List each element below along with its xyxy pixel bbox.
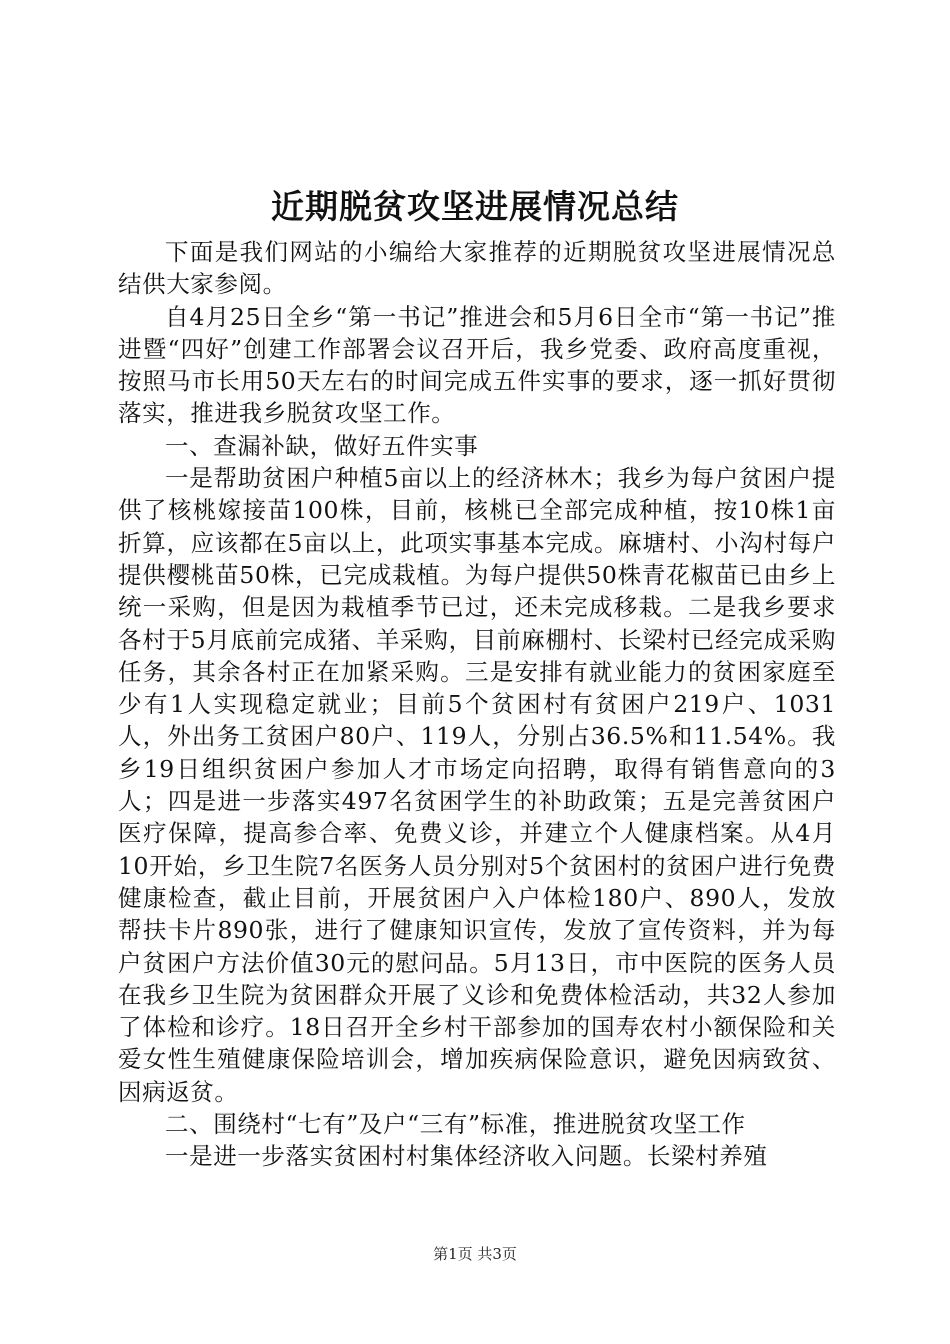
background-paragraph: 自4月25日全乡“第一书记”推进会和5月6日全市“第一书记”推进暨“四好”创建工作部署会议召开后，我乡党委、政府高度重视，按照马市长用50天左右的时间完成五件实事的要求，逐一抓好贯彻落实，推进我乡脱贫攻坚工作。	[118, 302, 836, 428]
collective-economy-paragraph: 一是进一步落实贫困村村集体经济收入问题。长梁村养殖	[165, 1142, 768, 1171]
document-title: 近期脱贫攻坚进展情况总结	[271, 187, 679, 226]
section-heading-two: 二、围绕村“七有”及户“三有”标准，推进脱贫攻坚工作	[165, 1110, 746, 1139]
section-heading-one: 一、查漏补缺，做好五件实事	[165, 431, 479, 460]
page-footer: 第1页 共3页	[433, 1245, 517, 1263]
five-tasks-paragraph: 一是帮助贫困户种植5亩以上的经济林木；我乡为每户贫困户提供了核桃嫁接苗100株，目前，核桃已全部完成种植，按10株1亩折算，应该都在5亩以上，此项实事基本完成。麻塘村、小沟村每户提供樱桃苗50株，已完成栽植。为每户提供50株青花椒苗已由乡上统一采购，但是因为栽植季节已过，还未完成移栽。二是我乡要求各村于5月底前完成猪、羊采购，目前麻棚村、长梁村已经完成采购任务，其余各村正在加紧采购。三是安排有就业能力的贫困家庭至少有1人实现稳定就业；目前5个贫困村有贫困户219户、1031人，外出务工贫困户80户、119人，分别占36.5%和11.54%。我乡19日组织贫困户参加人才市场定向招聘，取得有销售意向的3人；四是进一步落实497名贫困学生的补助政策；五是完善贫困户医疗保障，提高参合率、免费义诊，并建立个人健康档案。从4月10开始，乡卫生院7名医务人员分别对5个贫困村的贫困户进行免费健康检查，截止目前，开展贫困户入户体检180户、890人，发放帮扶卡片890张，进行了健康知识宣传，发放了宣传资料，并为每户贫困户方法价值30元的慰问品。5月13日，市中医院的医务人员在我乡卫生院为贫困群众开展了义诊和免费体检活动，共32人参加了体检和诊疗。18日召开全乡村干部参加的国寿农村小额保险和关爱女性生殖健康保险培训会，增加疾病保险意识，避免因病致贫、因病返贫。	[118, 464, 836, 1106]
document-body	[118, 236, 836, 1173]
intro-paragraph: 下面是我们网站的小编给大家推荐的近期脱贫攻坚进展情况总结供大家参阅。	[118, 238, 836, 299]
